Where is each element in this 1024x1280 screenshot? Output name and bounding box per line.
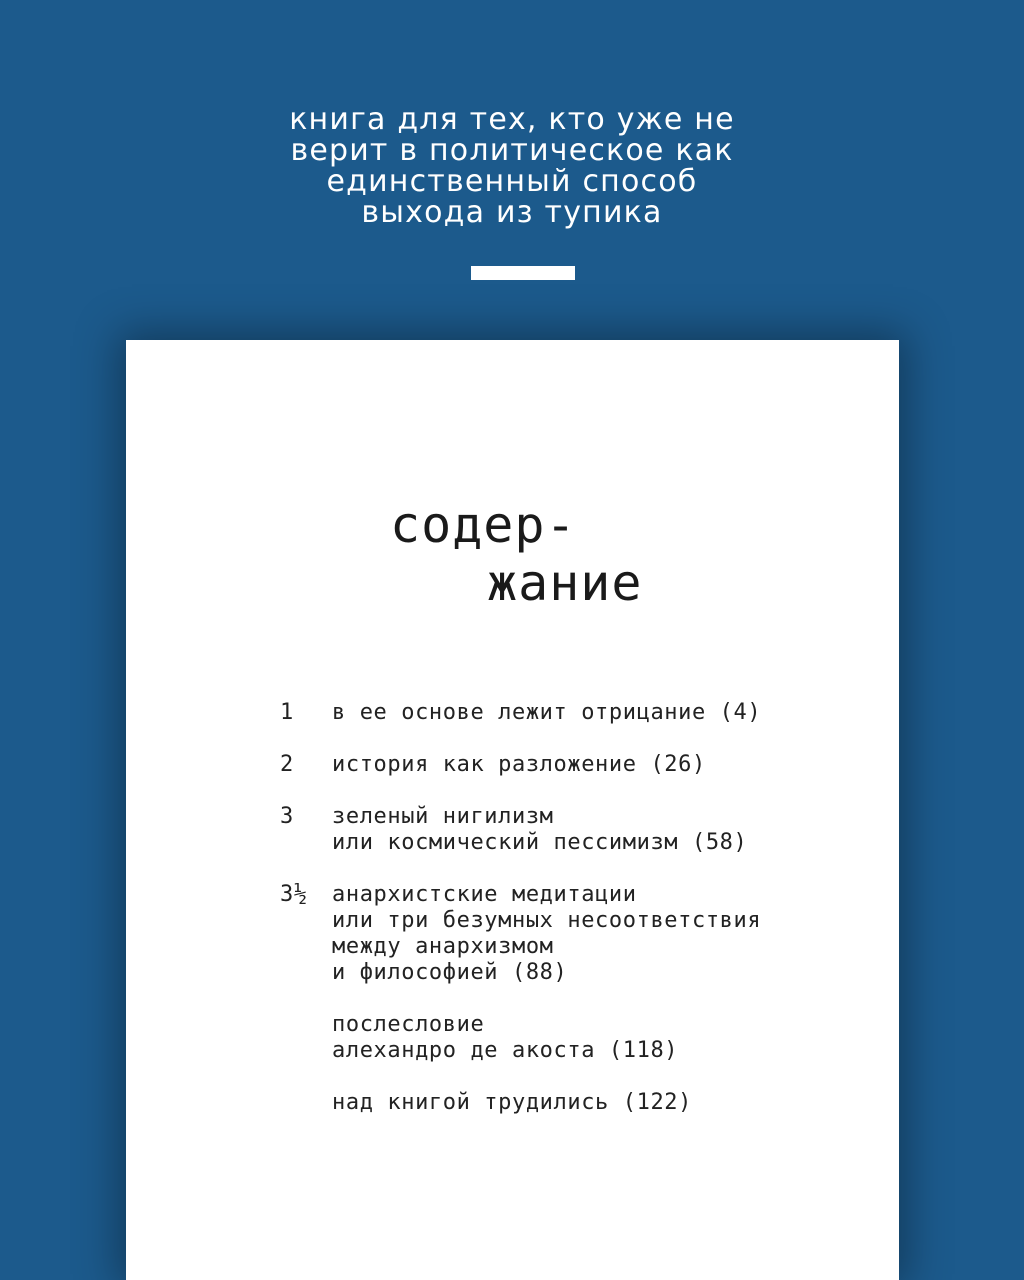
toc-chapter-title (332, 804, 747, 856)
toc-chapter-number (280, 1012, 332, 1064)
toc-chapter-title (332, 1090, 692, 1116)
toc-line: в ее основе лежит отрицание (4) (332, 700, 762, 725)
table-of-contents (280, 700, 880, 1142)
toc-line: анархистские медитации (332, 882, 637, 907)
toc-entry (280, 1090, 880, 1116)
toc-line: алехандро де акоста (118) (332, 1038, 679, 1063)
contents-page (126, 340, 899, 1280)
toc-entry (280, 700, 880, 726)
tagline (0, 104, 1024, 228)
toc-chapter-title (332, 700, 761, 726)
toc-chapter-number: 2 (280, 752, 294, 777)
toc-chapter-number: 3½ (280, 882, 308, 907)
toc-entry (280, 1012, 880, 1064)
toc-line: или три безумных несоответствия (332, 908, 762, 933)
page-title (390, 496, 643, 612)
page-title-line: содер- (390, 496, 577, 554)
toc-chapter-number: 3 (280, 804, 294, 829)
toc-entry (280, 882, 880, 986)
toc-line: между анархизмом (332, 934, 554, 959)
toc-line: история как разложение (26) (332, 752, 706, 777)
toc-line: или космический пессимизм (58) (332, 830, 748, 855)
page-title-line: жание (487, 554, 643, 612)
toc-chapter-number: 1 (280, 700, 294, 725)
tagline-line: книга для тех, кто уже не (289, 102, 735, 137)
toc-chapter-title (332, 1012, 678, 1064)
tagline-line: выхода из тупика (361, 195, 663, 230)
toc-chapter-title (332, 752, 706, 778)
toc-entry (280, 752, 880, 778)
toc-line: зеленый нигилизм (332, 804, 554, 829)
divider-bar (471, 266, 575, 280)
toc-entry (280, 804, 880, 856)
toc-line: и философией (88) (332, 960, 568, 985)
toc-chapter-title (332, 882, 761, 986)
tagline-line: единственный способ (326, 164, 698, 199)
toc-line: послесловие (332, 1012, 485, 1037)
toc-line: над книгой трудились (122) (332, 1090, 692, 1115)
tagline-line: верит в политическое как (290, 133, 734, 168)
toc-chapter-number (280, 1090, 332, 1116)
